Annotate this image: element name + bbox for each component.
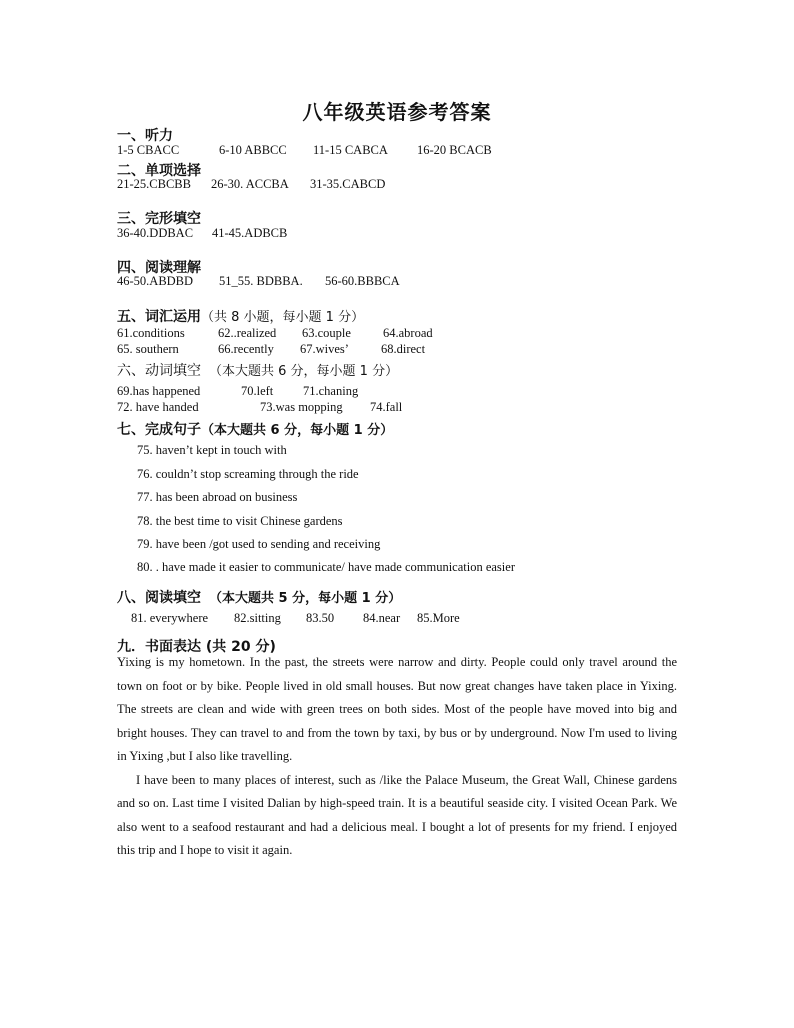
section-listening-heading: 一、听力	[117, 128, 173, 144]
section-title: 六、动词填空	[117, 363, 201, 379]
answer-item: 63.couple	[302, 326, 351, 340]
essay-body	[117, 651, 677, 863]
answer-sentence: 80. . have made it easier to communicate/ have made communication easier	[137, 560, 515, 574]
section-cloze-heading: 三、完形填空	[117, 211, 201, 227]
answer-group: 6-10 ABBCC	[219, 143, 287, 157]
section-writing-heading: 九．书面表达 (共 20 分)	[117, 639, 276, 655]
answer-group: 21-25.CBCBB	[117, 177, 191, 191]
page-title: 八年级英语参考答案	[302, 102, 492, 124]
answer-group: 56-60.BBBCA	[325, 274, 400, 288]
answer-item: 66.recently	[218, 342, 274, 356]
section-note: （共 8 小题，每小题 1 分）	[201, 310, 365, 325]
answer-item: 69.has happened	[117, 384, 201, 398]
answer-item: 65. southern	[117, 342, 179, 356]
answer-sentence: 76. couldn’t stop screaming through the ride	[137, 467, 359, 481]
answer-group: 1-5 CBACC	[117, 143, 180, 157]
answer-sentence: 75. haven’t kept in touch with	[137, 443, 287, 457]
answer-item: 72. have handed	[117, 400, 199, 414]
essay-paragraph: I have been to many places of interest, such as /like the Palace Museum, the Great Wall, Chinese gardens and so on. Last time I visited Dalian by high-speed train. It is a beautiful seaside city. I visited Ocean Park. We also went to a seafood restaurant and had a delicious meal. I bought a lot of presents for my friend. I enjoyed this trip and I hope to visit it again.	[117, 772, 677, 857]
section-single-choice-heading: 二、单项选择	[117, 163, 201, 179]
essay-paragraph: Yixing is my hometown. In the past, the streets were narrow and dirty. People could only travel around the town on foot or by bike. People lived in old small houses. But now great changes have taken place in Yixing. The streets are clean and wide with green trees on both sides. Most of the people have moved into big and bright houses. They can travel to and from the town by taxi, by bus or by underground. Now I'm used to living in Yixing ,but I also like travelling.	[117, 655, 677, 763]
section-title: 八、阅读填空	[117, 590, 201, 606]
section-reading-fill-heading	[117, 587, 401, 607]
section-verb-fill-heading	[117, 360, 398, 380]
answer-item: 64.abroad	[383, 326, 433, 340]
answer-group: 46-50.ABDBD	[117, 274, 194, 288]
answer-item: 67.wives’	[300, 342, 349, 356]
section-note: （本大题共 6 分，每小题 1 分）	[209, 364, 399, 379]
answer-group: 51_55. BDBBA.	[219, 274, 303, 288]
section-vocabulary-heading	[117, 306, 364, 326]
section-note: （本大题共 6 分，每小题 1 分）	[201, 423, 394, 438]
answer-item: 68.direct	[381, 342, 426, 356]
answer-group: 11-15 CABCA	[313, 143, 388, 157]
answer-item: 70.left	[241, 384, 274, 398]
answer-item: 84.near	[363, 611, 401, 625]
answer-item: 73.was mopping	[260, 400, 343, 414]
answer-item: 71.chaning	[303, 384, 359, 398]
answer-sentence: 77. has been abroad on business	[137, 490, 298, 504]
answer-item: 82.sitting	[234, 611, 281, 625]
section-title: 五、词汇运用	[117, 309, 201, 325]
answer-item: 62..realized	[218, 326, 277, 340]
answer-sentence: 79. have been /got used to sending and receiving	[137, 537, 381, 551]
answer-item: 74.fall	[370, 400, 403, 414]
section-title: 七、完成句子	[117, 422, 201, 438]
section-complete-sentences-heading	[117, 419, 393, 439]
answer-item: 61.conditions	[117, 326, 185, 340]
answer-group: 26-30. ACCBA	[211, 177, 289, 191]
section-note: （本大题共 5 分，每小题 1 分）	[209, 591, 402, 606]
answer-item: 83.50	[306, 611, 335, 625]
answer-group: 36-40.DDBAC	[117, 226, 194, 240]
answer-sentence: 78. the best time to visit Chinese gardens	[137, 514, 343, 528]
answer-item: 85.More	[417, 611, 460, 625]
section-reading-heading: 四、阅读理解	[117, 260, 201, 276]
answer-group: 41-45.ADBCB	[212, 226, 288, 240]
answer-group: 16-20 BCACB	[417, 143, 492, 157]
answer-group: 31-35.CABCD	[310, 177, 386, 191]
answer-item: 81. everywhere	[131, 611, 209, 625]
